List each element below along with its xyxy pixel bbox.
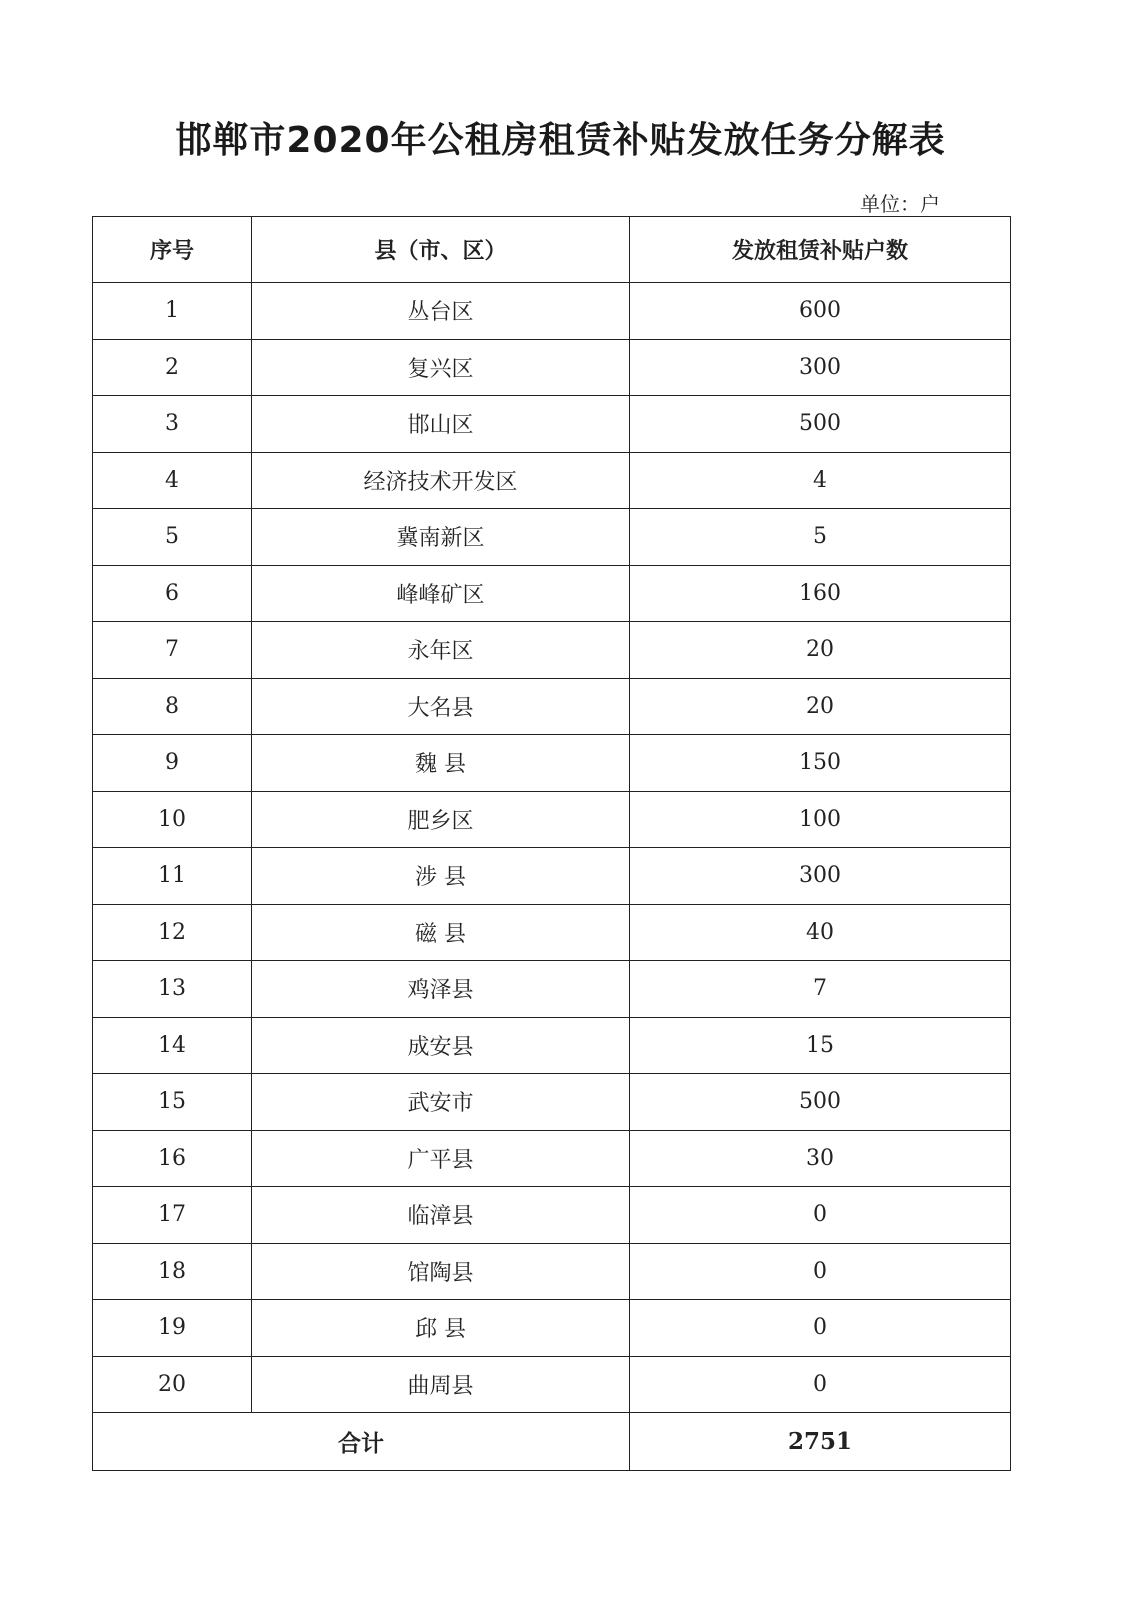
row-county: 磁 县 (252, 904, 630, 961)
row-serial-number: 8 (93, 678, 252, 735)
row-households: 40 (630, 904, 1011, 961)
row-serial-number: 9 (93, 735, 252, 792)
row-households: 20 (630, 678, 1011, 735)
row-county: 大名县 (252, 678, 630, 735)
row-county: 魏 县 (252, 735, 630, 792)
row-serial-number: 15 (93, 1074, 252, 1131)
row-county: 邯山区 (252, 396, 630, 453)
row-serial-number: 18 (93, 1243, 252, 1300)
row-county: 广平县 (252, 1130, 630, 1187)
header-households: 发放租赁补贴户数 (630, 217, 1011, 283)
row-serial-number: 20 (93, 1356, 252, 1413)
row-serial-number: 11 (93, 848, 252, 905)
table-total-row (93, 1413, 1011, 1471)
table-row (93, 735, 1011, 792)
table-row (93, 904, 1011, 961)
row-county: 成安县 (252, 1017, 630, 1074)
table-row (93, 848, 1011, 905)
table-row (93, 1130, 1011, 1187)
row-serial-number: 13 (93, 961, 252, 1018)
row-county: 邱 县 (252, 1300, 630, 1357)
table-row (93, 283, 1011, 340)
table-header-row (93, 217, 1011, 283)
table-row (93, 452, 1011, 509)
document-title: 邯郸市2020年公租房租赁补贴发放任务分解表 (175, 120, 946, 161)
header-serial-number: 序号 (93, 217, 252, 283)
row-county: 肥乡区 (252, 791, 630, 848)
row-serial-number: 7 (93, 622, 252, 679)
row-serial-number: 16 (93, 1130, 252, 1187)
total-value: 2751 (630, 1413, 1011, 1471)
table-row (93, 678, 1011, 735)
row-households: 160 (630, 565, 1011, 622)
table-row (93, 565, 1011, 622)
row-households: 7 (630, 961, 1011, 1018)
row-households: 5 (630, 509, 1011, 566)
row-county: 永年区 (252, 622, 630, 679)
total-label: 合计 (93, 1413, 630, 1471)
row-serial-number: 19 (93, 1300, 252, 1357)
row-serial-number: 6 (93, 565, 252, 622)
table-row (93, 1356, 1011, 1413)
table-body (93, 283, 1011, 1413)
row-county: 馆陶县 (252, 1243, 630, 1300)
row-households: 0 (630, 1300, 1011, 1357)
table-row (93, 1300, 1011, 1357)
row-households: 500 (630, 1074, 1011, 1131)
row-serial-number: 1 (93, 283, 252, 340)
unit-label: 单位：户 (860, 192, 940, 216)
row-serial-number: 14 (93, 1017, 252, 1074)
row-serial-number: 10 (93, 791, 252, 848)
table-row (93, 622, 1011, 679)
row-households: 300 (630, 339, 1011, 396)
row-serial-number: 2 (93, 339, 252, 396)
row-households: 15 (630, 1017, 1011, 1074)
row-county: 临漳县 (252, 1187, 630, 1244)
table-row (93, 339, 1011, 396)
row-county: 丛台区 (252, 283, 630, 340)
header-county: 县（市、区） (252, 217, 630, 283)
row-county: 曲周县 (252, 1356, 630, 1413)
row-households: 600 (630, 283, 1011, 340)
table-row (93, 1243, 1011, 1300)
row-county: 经济技术开发区 (252, 452, 630, 509)
table-row (93, 509, 1011, 566)
row-households: 0 (630, 1243, 1011, 1300)
table-row (93, 1017, 1011, 1074)
row-households: 0 (630, 1187, 1011, 1244)
table-row (93, 1187, 1011, 1244)
row-households: 4 (630, 452, 1011, 509)
row-serial-number: 5 (93, 509, 252, 566)
row-serial-number: 12 (93, 904, 252, 961)
row-county: 复兴区 (252, 339, 630, 396)
row-serial-number: 3 (93, 396, 252, 453)
row-households: 150 (630, 735, 1011, 792)
row-serial-number: 4 (93, 452, 252, 509)
table-row (93, 791, 1011, 848)
row-county: 鸡泽县 (252, 961, 630, 1018)
table-row (93, 1074, 1011, 1131)
table-row (93, 961, 1011, 1018)
row-households: 20 (630, 622, 1011, 679)
row-county: 武安市 (252, 1074, 630, 1131)
allocation-table (92, 216, 1011, 1471)
row-county: 涉 县 (252, 848, 630, 905)
row-county: 峰峰矿区 (252, 565, 630, 622)
row-households: 500 (630, 396, 1011, 453)
table-row (93, 396, 1011, 453)
row-serial-number: 17 (93, 1187, 252, 1244)
row-households: 100 (630, 791, 1011, 848)
row-households: 0 (630, 1356, 1011, 1413)
row-county: 冀南新区 (252, 509, 630, 566)
row-households: 300 (630, 848, 1011, 905)
row-households: 30 (630, 1130, 1011, 1187)
